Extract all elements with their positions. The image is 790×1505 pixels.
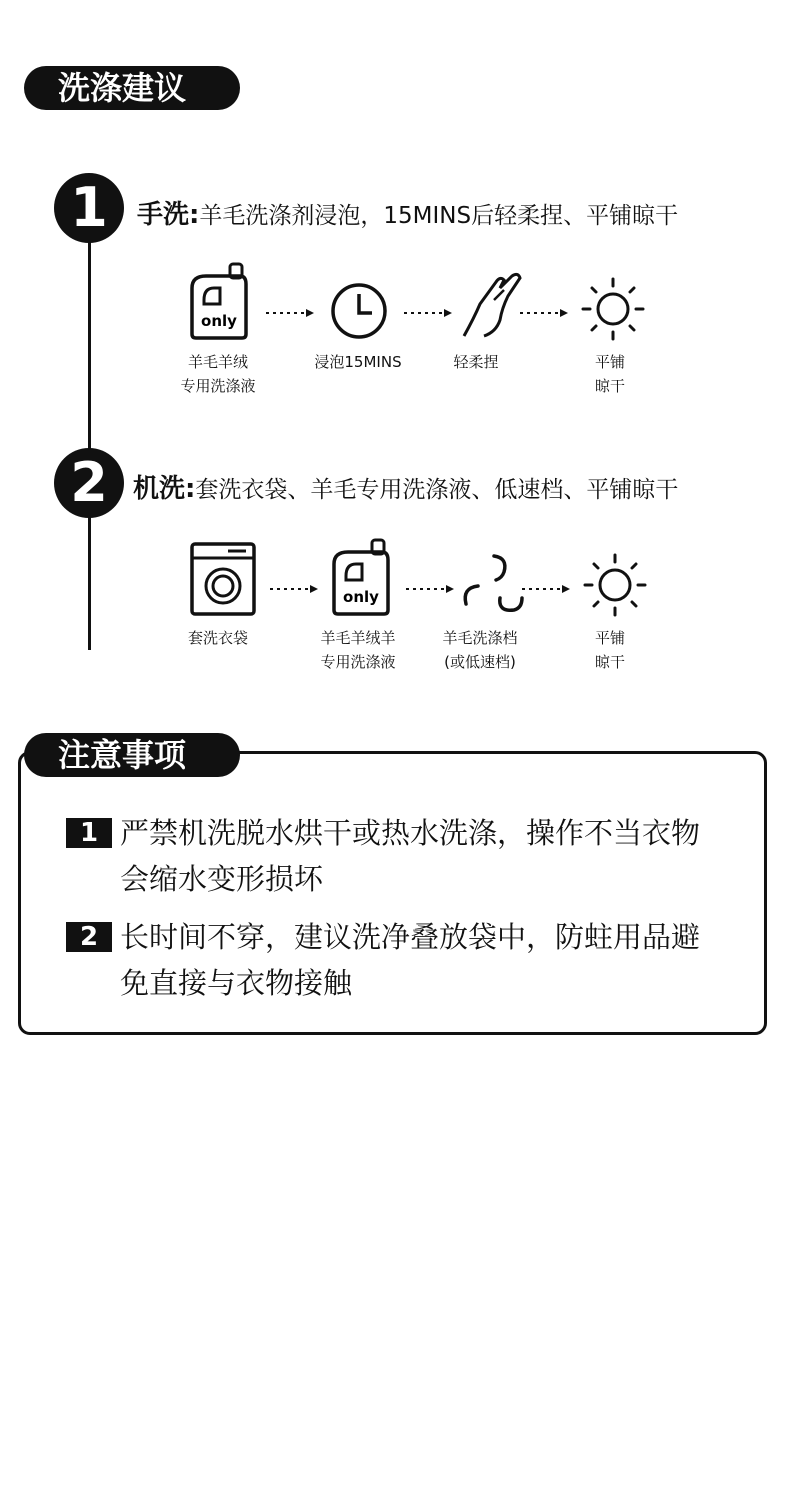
step-number-hand: 1 bbox=[54, 173, 124, 243]
sun-icon bbox=[580, 276, 646, 342]
hand-wash-text: 羊毛洗涤剂浸泡，15MINS后轻柔捏、平铺晾干 bbox=[199, 203, 679, 229]
hand-wash-label: 手洗: bbox=[137, 200, 200, 230]
timeline-line bbox=[88, 210, 91, 650]
caption-dry-flat bbox=[550, 626, 670, 674]
hand-squeeze-icon bbox=[460, 270, 524, 340]
notice-section-title: 注意事项 bbox=[24, 733, 240, 777]
hand-wash-instruction bbox=[137, 194, 678, 231]
caption-line: 平铺 bbox=[594, 353, 625, 371]
arrow-icon bbox=[520, 308, 570, 318]
notice-text-line2: 免直接与衣物接触 bbox=[120, 966, 353, 1000]
caption-soak bbox=[298, 350, 418, 374]
gentle-spin-icon bbox=[460, 552, 526, 616]
caption-squeeze bbox=[416, 350, 536, 374]
arrow-icon bbox=[270, 584, 320, 594]
caption-line: (或低速档) bbox=[444, 653, 516, 671]
caption-laundry-bag bbox=[158, 626, 278, 650]
caption-line: 羊毛羊绒羊 bbox=[320, 629, 396, 647]
caption-line: 专用洗涤液 bbox=[320, 653, 396, 671]
notice-text-line2: 会缩水变形损坏 bbox=[120, 862, 324, 896]
step-number-machine: 2 bbox=[54, 448, 124, 518]
caption-wool-cycle bbox=[420, 626, 540, 674]
caption-line: 套洗衣袋 bbox=[187, 629, 248, 647]
machine-wash-label: 机洗: bbox=[133, 474, 196, 504]
caption-dry-flat bbox=[550, 350, 670, 398]
arrow-icon bbox=[266, 308, 316, 318]
arrow-icon bbox=[404, 308, 454, 318]
machine-wash-instruction bbox=[133, 468, 678, 505]
notice-item-2 bbox=[66, 914, 746, 1006]
caption-line: 轻柔捏 bbox=[453, 353, 499, 371]
caption-line: 浸泡15MINS bbox=[314, 353, 402, 371]
caption-line: 羊毛羊绒 bbox=[187, 353, 248, 371]
caption-detergent bbox=[158, 350, 278, 398]
notice-text-line1: 严禁机洗脱水烘干或热水洗涤，操作不当衣物 bbox=[120, 816, 701, 850]
notice-item-1 bbox=[66, 810, 746, 902]
arrow-icon bbox=[522, 584, 572, 594]
sun-icon bbox=[582, 552, 648, 618]
detergent-bottle-icon bbox=[330, 538, 392, 618]
caption-line: 平铺 bbox=[594, 629, 625, 647]
notice-text-line1: 长时间不穿，建议洗净叠放袋中，防蛀用品避 bbox=[120, 920, 701, 954]
detergent-bottle-icon bbox=[188, 262, 250, 342]
washing-machine-icon bbox=[190, 542, 256, 616]
machine-wash-text: 套洗衣袋、羊毛专用洗涤液、低速档、平铺晾干 bbox=[195, 477, 679, 503]
caption-line: 羊毛洗涤档 bbox=[442, 629, 518, 647]
arrow-icon bbox=[406, 584, 456, 594]
notice-number-badge: 2 bbox=[66, 922, 112, 952]
caption-line: 专用洗涤液 bbox=[180, 377, 256, 395]
bottle-label-machine: only bbox=[343, 588, 379, 606]
clock-icon bbox=[330, 282, 388, 340]
caption-line: 晾干 bbox=[594, 377, 625, 395]
notice-number-badge: 1 bbox=[66, 818, 112, 848]
bottle-label-hand: only bbox=[201, 312, 237, 330]
caption-detergent bbox=[298, 626, 418, 674]
wash-section-title: 洗涤建议 bbox=[24, 66, 240, 110]
caption-line: 晾干 bbox=[594, 653, 625, 671]
